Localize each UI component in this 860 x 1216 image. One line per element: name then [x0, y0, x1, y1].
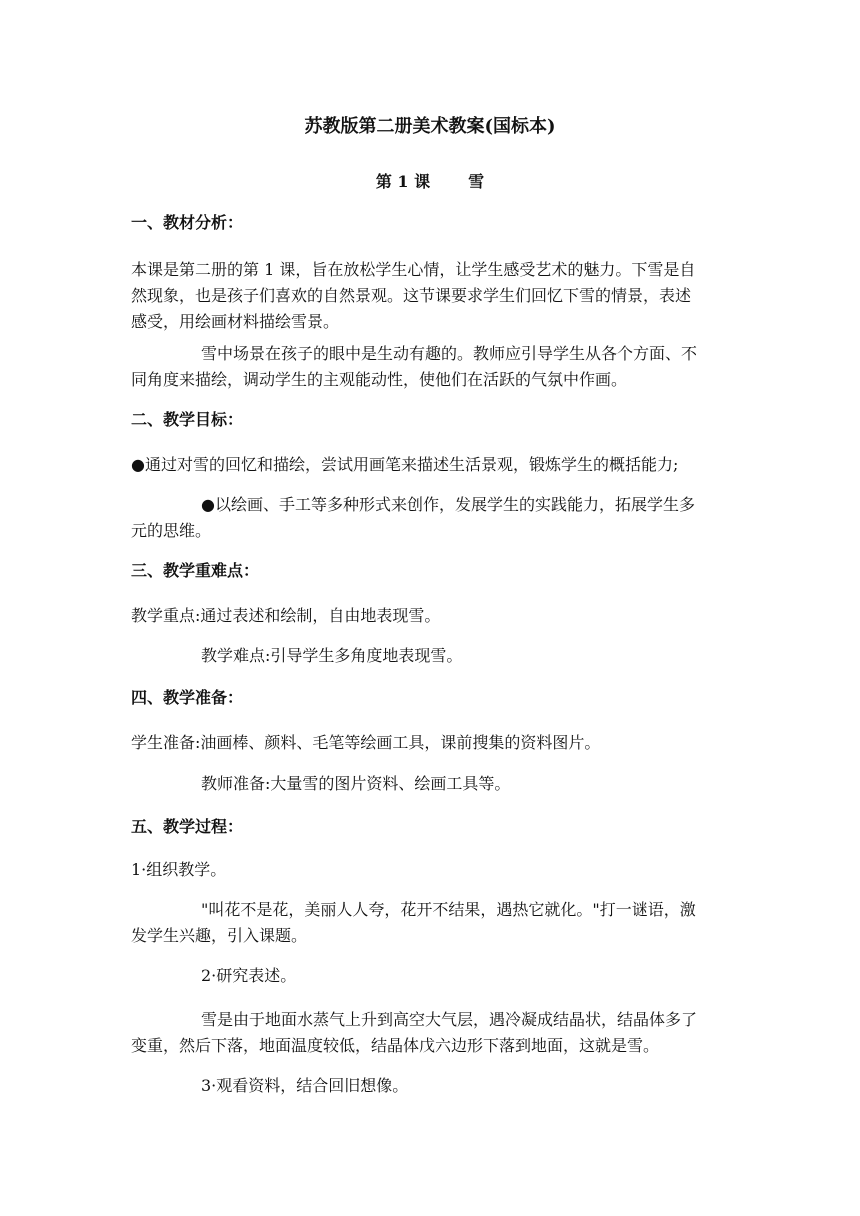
section-heading-prep: 四、教学准备：	[131, 688, 244, 707]
keypoint-difficulty	[131, 643, 731, 669]
text-line: 教师准备:大量雪的图片资料、绘画工具等。	[201, 774, 511, 793]
text-line: 感受，用绘画材料描绘雪景。	[131, 312, 340, 331]
text-line: 雪中场景在孩子的眼中是生动有趣的。教师应引导学生从各个方面、不	[201, 344, 698, 363]
text-line: 雪是由于地面水蒸气上升到高空大气层，遇冷凝成结晶状，结晶体多了	[201, 1010, 698, 1029]
text-line: 元的思维。	[131, 521, 212, 540]
text-line: 1·组织教学。	[131, 860, 227, 879]
lesson-heading	[0, 170, 860, 194]
process-step-3	[131, 1073, 731, 1099]
text-line: 同角度来描绘，调动学生的主观能动性，使他们在活跃的气氛中作画。	[131, 370, 628, 389]
section-heading-goals: 二、教学目标：	[131, 410, 244, 429]
text-line: 本课是第二册的第 1 课，旨在放松学生心情，让学生感受艺术的魅力。下雪是自	[131, 260, 696, 279]
text-line: 学生准备:油画棒、颜料、毛笔等绘画工具，课前搜集的资料图片。	[131, 733, 601, 752]
document-title: 苏教版第二册美术教案(国标本)	[304, 116, 556, 137]
section-heading-process: 五、教学过程：	[131, 817, 244, 836]
analysis-paragraph-1	[131, 257, 731, 335]
text-line: 3·观看资料，结合回旧想像。	[201, 1076, 409, 1095]
text-line: 变重，然后下落，地面温度较低，结晶体戊六边形下落到地面，这就是雪。	[131, 1036, 660, 1055]
prep-student	[131, 730, 731, 756]
process-step-2	[131, 963, 731, 989]
process-step-1	[131, 857, 731, 883]
section-heading-keypoints: 三、教学重难点：	[131, 561, 260, 580]
text-line: "叫花不是花，美丽人人夸，花开不结果，遇热它就化。"打一谜语，激	[201, 900, 696, 919]
process-riddle	[131, 897, 731, 949]
prep-teacher	[131, 771, 731, 797]
text-line: 教学难点:引导学生多角度地表现雪。	[201, 646, 463, 665]
keypoint-focus	[131, 603, 731, 629]
lesson-number: 第 1 课	[375, 172, 431, 191]
text-line: 教学重点:通过表述和绘制，自由地表现雪。	[131, 606, 441, 625]
section-heading-analysis: 一、教材分析：	[131, 213, 244, 232]
goals-paragraph-1	[131, 452, 731, 478]
text-line: 发学生兴趣，引入课题。	[131, 926, 308, 945]
text-line: ●通过对雪的回忆和描绘，尝试用画笔来描述生活景观，锻炼学生的概括能力;	[131, 455, 679, 474]
text-line: 2·研究表述。	[201, 966, 297, 985]
analysis-paragraph-2	[131, 341, 731, 393]
text-line: ●以绘画、手工等多种形式来创作，发展学生的实践能力，拓展学生多	[201, 495, 695, 514]
lesson-name: 雪	[468, 172, 485, 191]
text-line: 然现象，也是孩子们喜欢的自然景观。这节课要求学生们回忆下雪的情景，表述	[131, 286, 692, 305]
process-snow-explanation	[131, 1007, 731, 1059]
goals-paragraph-2	[131, 492, 731, 544]
